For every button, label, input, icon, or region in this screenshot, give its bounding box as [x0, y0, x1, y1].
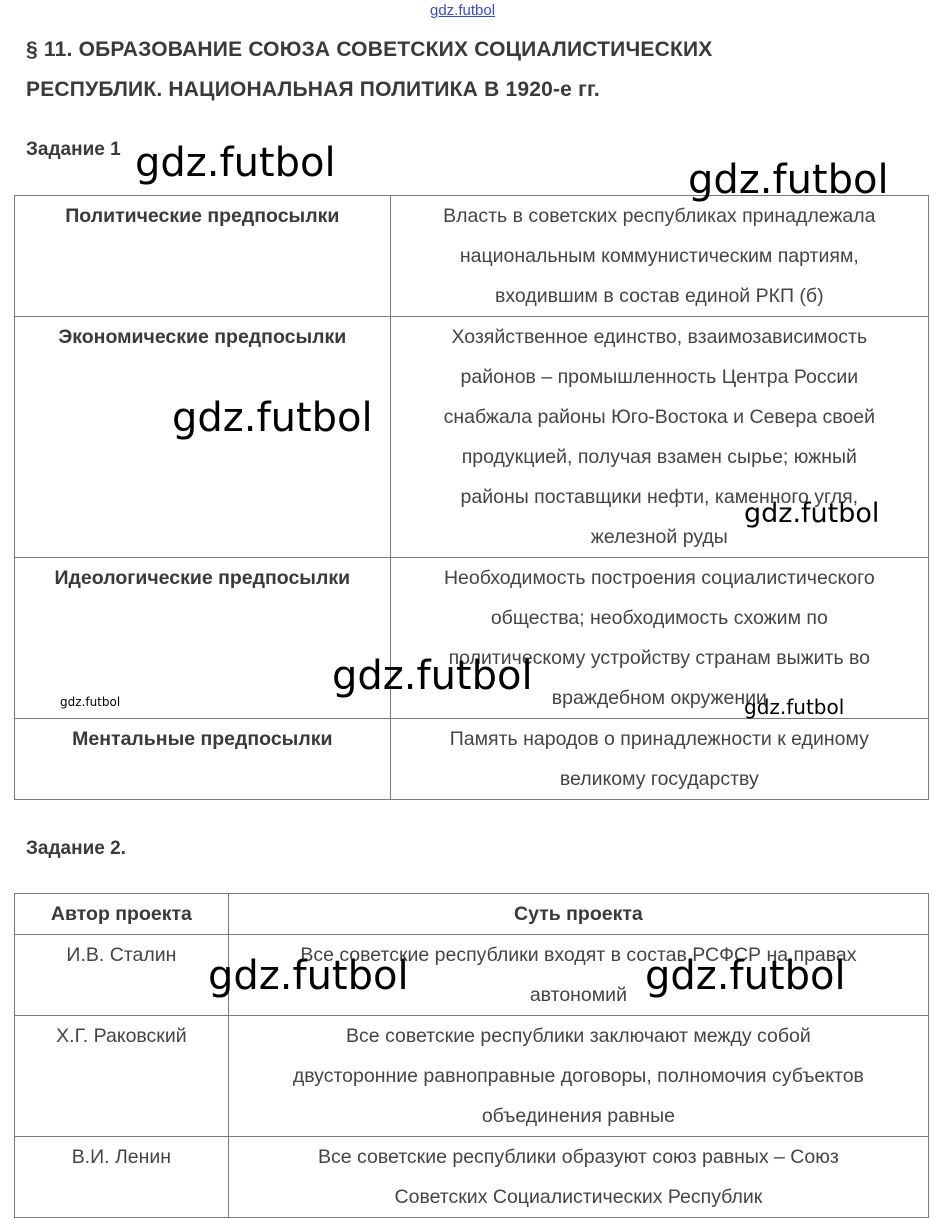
row-label: Экономические предпосылки	[15, 317, 391, 558]
row-label: Политические предпосылки	[15, 196, 391, 317]
table-row	[15, 1016, 929, 1137]
content-line: Все советские республики заключают между собой	[346, 1025, 811, 1047]
watermark: gdz.futbol	[332, 653, 533, 699]
watermark: gdz.futbol	[744, 695, 845, 719]
content-line: объединения равные	[481, 1105, 675, 1127]
task2-title: Задание 2.	[26, 838, 126, 859]
task1-title: Задание 1	[26, 139, 121, 160]
content-line: снабжала районы Юго-Востока и Севера своей	[443, 406, 875, 428]
column-header-essence: Суть проекта	[228, 894, 928, 935]
row-content	[228, 1137, 928, 1218]
content-line: великому государству	[559, 768, 759, 790]
table-header-row	[15, 894, 929, 935]
content-line: Необходимость построения социалистического	[443, 567, 875, 589]
content-line: Память народов о принадлежности к единому	[449, 728, 869, 750]
content-line: входившим в состав единой РКП (б)	[495, 285, 824, 307]
content-line: Власть в советских республиках принадлежала	[443, 205, 876, 227]
row-author: Х.Г. Раковский	[15, 1016, 229, 1137]
table-row	[15, 719, 929, 800]
content-line: враждебном окружении	[551, 687, 767, 709]
row-author: В.И. Ленин	[15, 1137, 229, 1218]
watermark: gdz.futbol	[172, 395, 373, 441]
page-title-line-1: § 11. ОБРАЗОВАНИЕ СОЮЗА СОВЕТСКИХ СОЦИАЛИСТИЧЕСКИХ	[26, 38, 713, 61]
content-line: районов – промышленность Центра России	[460, 366, 859, 388]
table-row	[15, 196, 929, 317]
content-line: Все советские республики образуют союз равных – Союз	[318, 1146, 839, 1168]
content-line: общества; необходимость схожим по	[490, 607, 828, 629]
row-content	[390, 196, 928, 317]
content-line: Все советские республики входят в состав РСФСР на правах	[300, 944, 857, 966]
row-label: Ментальные предпосылки	[15, 719, 391, 800]
table-row	[15, 1137, 929, 1218]
watermark: gdz.futbol	[688, 157, 889, 203]
watermark: gdz.futbol	[744, 498, 880, 529]
watermark-top-link[interactable]: gdz.futbol	[430, 2, 496, 19]
content-line: районы поставщики нефти, каменного угля,	[460, 486, 859, 508]
content-line: Хозяйственное единство, взаимозависимость	[451, 326, 868, 348]
watermark: gdz.futbol	[208, 953, 409, 999]
content-line: политическому устройству странам выжить во	[448, 647, 871, 669]
content-line: автономий	[529, 984, 627, 1006]
row-author: И.В. Сталин	[15, 935, 229, 1016]
row-content	[228, 1016, 928, 1137]
content-line: национальным коммунистическим партиям,	[459, 245, 859, 267]
watermark: gdz.futbol	[60, 695, 121, 709]
row-content	[390, 719, 928, 800]
watermark: gdz.futbol	[645, 953, 846, 999]
column-header-author: Автор проекта	[15, 894, 229, 935]
content-line: двусторонние равноправные договоры, полномочия субъектов	[292, 1065, 864, 1087]
task2-table	[14, 893, 929, 1218]
content-line: Советских Социалистических Республик	[394, 1186, 763, 1208]
row-label: Идеологические предпосылки	[15, 558, 391, 719]
content-line: продукцией, получая взамен сырье; южный	[461, 446, 857, 468]
watermark: gdz.futbol	[135, 140, 336, 186]
page-title-line-2: РЕСПУБЛИК. НАЦИОНАЛЬНАЯ ПОЛИТИКА В 1920-е гг.	[26, 78, 600, 101]
content-line: железной руды	[590, 526, 728, 548]
